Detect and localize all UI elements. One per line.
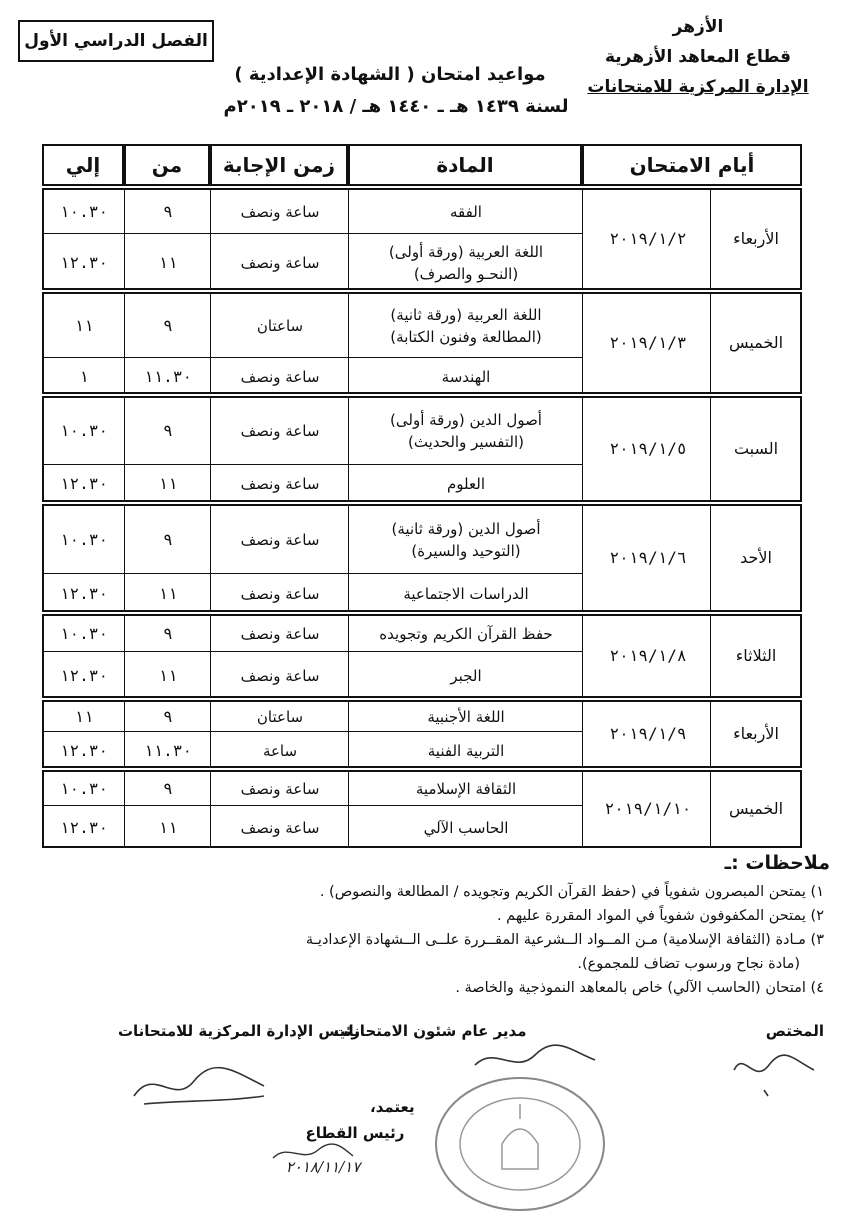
exam-date: ٢٠١٩/١/٨ (609, 646, 687, 665)
subject-cell: اللغة الأجنبية (427, 707, 505, 726)
column-divider (210, 506, 211, 610)
to-time-cell: ١١ (74, 315, 94, 335)
to-time-cell: ١٠.٣٠ (59, 201, 109, 221)
exam-date: ٢٠١٩/١/١٠ (604, 799, 692, 818)
from-time-cell: ٩ (163, 315, 173, 335)
column-divider (124, 506, 125, 610)
duration-cell: ساعة ونصف (240, 818, 320, 837)
subject-cell: اللغة العربية (ورقة ثانية) (المطالعة وفنون الكتابة) (390, 305, 542, 346)
org-line-2: قطاع المعاهد الأزهرية (604, 47, 792, 67)
notes-title: ملاحظات :ـ (724, 852, 830, 874)
duration-cell: ساعة ونصف (240, 584, 320, 603)
column-divider (210, 294, 211, 392)
column-divider (124, 772, 125, 846)
duration-cell: ساعة ونصف (240, 422, 320, 440)
signature-general-manager-label: مدير عام شئون الامتحانات (333, 1022, 527, 1040)
column-divider (582, 190, 583, 288)
subject-cell: أصول الدين (ورقة ثانية) (التوحيد والسيرة) (391, 519, 541, 560)
signature-head-admin-label: رئيس الإدارة المركزية للامتحانات (117, 1022, 360, 1040)
column-divider (124, 702, 125, 766)
exam-day: الأحد (740, 548, 772, 567)
exam-date: ٢٠١٩/١/٣ (609, 333, 687, 352)
org-line-3: الإدارة المركزية للامتحانات (587, 77, 809, 97)
column-divider (348, 616, 349, 696)
to-time-cell: ١٢.٣٠ (59, 474, 109, 493)
duration-cell: ساعة ونصف (240, 475, 320, 493)
note-item: ٤) امتحان (الحاسب الآلي) خاص بالمعاهد النموذجية والخاصة . (455, 980, 824, 996)
to-time-cell: ١ (79, 366, 89, 386)
signature-head-admin-scribble (124, 1056, 274, 1116)
to-time-cell: ١٢.٣٠ (59, 817, 109, 837)
exam-day: الخميس (728, 799, 784, 818)
note-item: (مادة نجاح ورسوب تضاف للمجموع). (577, 956, 800, 972)
day-group (42, 504, 802, 612)
day-group (42, 188, 802, 290)
column-divider (582, 616, 583, 696)
page-title: مواعيد امتحان ( الشهادة الإعدادية ) (234, 64, 546, 85)
term-box: الفصل الدراسي الأول (18, 20, 214, 62)
row-divider (44, 573, 582, 574)
header-to: إلي (42, 144, 124, 186)
row-divider (44, 805, 582, 806)
header-days: أيام الامتحان (582, 144, 802, 186)
row-divider (44, 233, 582, 234)
column-divider (210, 772, 211, 846)
duration-cell: ساعة ونصف (240, 666, 320, 685)
official-stamp-icon (432, 1074, 608, 1214)
exam-date: ٢٠١٩/١/٩ (609, 724, 687, 743)
exam-day: السبت (733, 439, 779, 458)
signature-sector-head-label: رئيس القطاع (305, 1124, 405, 1142)
exam-date: ٢٠١٩/١/٢ (609, 229, 687, 248)
from-time-cell: ١١ (158, 583, 178, 603)
row-divider (44, 731, 582, 732)
duration-cell: ساعة ونصف (240, 202, 320, 221)
column-divider (582, 506, 583, 610)
signature-sector-head-scribble (268, 1138, 358, 1168)
exam-day: الخميس (728, 333, 784, 352)
academic-year: لسنة ١٤٣٩ هـ ـ ١٤٤٠ هـ / ٢٠١٨ ـ ٢٠١٩م (223, 96, 569, 117)
header-from: من (124, 144, 210, 186)
subject-cell: الدراسات الاجتماعية (403, 584, 529, 603)
column-divider (124, 190, 125, 288)
to-time-cell: ١١ (74, 706, 94, 726)
handwritten-date: ٢٠١٨/١١/١٧ (285, 1158, 361, 1176)
column-divider (582, 398, 583, 500)
subject-cell: حفظ القرآن الكريم وتجويده (379, 624, 553, 643)
from-time-cell: ١١ (158, 817, 178, 837)
column-divider (124, 616, 125, 696)
to-time-cell: ١٠.٣٠ (59, 778, 109, 798)
column-divider (348, 190, 349, 288)
column-divider (582, 294, 583, 392)
day-group (42, 770, 802, 848)
subject-cell: الثقافة الإسلامية (415, 779, 517, 798)
column-divider (210, 398, 211, 500)
day-group (42, 396, 802, 502)
subject-cell: العلوم (447, 475, 485, 493)
duration-cell: ساعتان (256, 707, 304, 726)
to-time-cell: ١٠.٣٠ (59, 623, 109, 643)
duration-cell: ساعة ونصف (240, 530, 320, 549)
subject-cell: الهندسة (441, 367, 491, 386)
column-divider (348, 398, 349, 500)
exam-day: الأربعاء (733, 229, 779, 248)
day-group (42, 700, 802, 768)
column-divider (348, 772, 349, 846)
column-divider (348, 506, 349, 610)
from-time-cell: ١١.٣٠ (143, 740, 193, 760)
duration-cell: ساعتان (256, 316, 304, 335)
duration-cell: ساعة (262, 741, 298, 760)
column-divider (210, 616, 211, 696)
column-divider (582, 772, 583, 846)
day-group (42, 614, 802, 698)
day-group (42, 292, 802, 394)
signature-specialist-label: المختص (765, 1022, 824, 1040)
column-divider (582, 702, 583, 766)
from-time-cell: ١١ (158, 665, 178, 685)
to-time-cell: ١٠.٣٠ (59, 421, 109, 440)
from-time-cell: ٩ (163, 778, 173, 798)
approved-label: يعتمد، (370, 1098, 415, 1116)
from-time-cell: ٩ (163, 706, 173, 726)
row-divider (44, 651, 582, 652)
from-time-cell: ٩ (163, 201, 173, 221)
duration-cell: ساعة ونصف (240, 367, 320, 386)
column-divider (348, 294, 349, 392)
row-divider (44, 464, 582, 465)
to-time-cell: ١٢.٣٠ (59, 583, 109, 603)
exam-date: ٢٠١٩/١/٦ (609, 548, 687, 567)
subject-cell: الفقه (450, 202, 482, 221)
column-divider (210, 702, 211, 766)
to-time-cell: ١٢.٣٠ (59, 252, 109, 272)
column-divider (348, 702, 349, 766)
column-divider (124, 398, 125, 500)
column-divider (210, 190, 211, 288)
duration-cell: ساعة ونصف (240, 779, 320, 798)
from-time-cell: ٩ (163, 529, 173, 549)
org-line-1: الأزهر (672, 17, 724, 37)
to-time-cell: ١٢.٣٠ (59, 665, 109, 685)
row-divider (44, 357, 582, 358)
header-subject: المادة (348, 144, 582, 186)
column-divider (124, 294, 125, 392)
org-header (578, 12, 818, 102)
header-duration: زمن الإجابة (210, 144, 348, 186)
note-item: ١) يمتحن المبصرون شفوياً في (حفظ القرآن الكريم وتجويده / المطالعة والنصوص) . (319, 884, 824, 900)
subject-cell: التربية الفنية (427, 741, 505, 760)
from-time-cell: ٩ (163, 623, 173, 643)
signature-specialist-scribble (724, 1040, 824, 1100)
from-time-cell: ١١ (158, 474, 178, 493)
exam-date: ٢٠١٩/١/٥ (609, 439, 687, 458)
note-item: ٢) يمتحن المكفوفون شفوياً في المواد المقررة عليهم . (496, 908, 824, 924)
from-time-cell: ٩ (163, 421, 173, 440)
exam-day: الأربعاء (733, 724, 779, 743)
exam-day: الثلاثاء (735, 646, 777, 665)
notes-list (18, 880, 824, 1000)
subject-cell: أصول الدين (ورقة أولى) (التفسير والحديث) (390, 411, 542, 451)
from-time-cell: ١١ (158, 252, 178, 272)
subject-cell: اللغة العربية (ورقة أولى) (النحـو والصرف) (388, 242, 544, 283)
note-item: ٣) مـادة (الثقافة الإسلامية) مـن المــواد الــشرعية المقــررة علــى الــشهادة الإعداديـة (305, 932, 824, 948)
duration-cell: ساعة ونصف (240, 253, 320, 272)
to-time-cell: ١٢.٣٠ (59, 740, 109, 760)
duration-cell: ساعة ونصف (240, 624, 320, 643)
subject-cell: الجبر (450, 666, 482, 685)
from-time-cell: ١١.٣٠ (143, 366, 193, 386)
to-time-cell: ١٠.٣٠ (59, 529, 109, 549)
subject-cell: الحاسب الآلي (423, 818, 509, 837)
